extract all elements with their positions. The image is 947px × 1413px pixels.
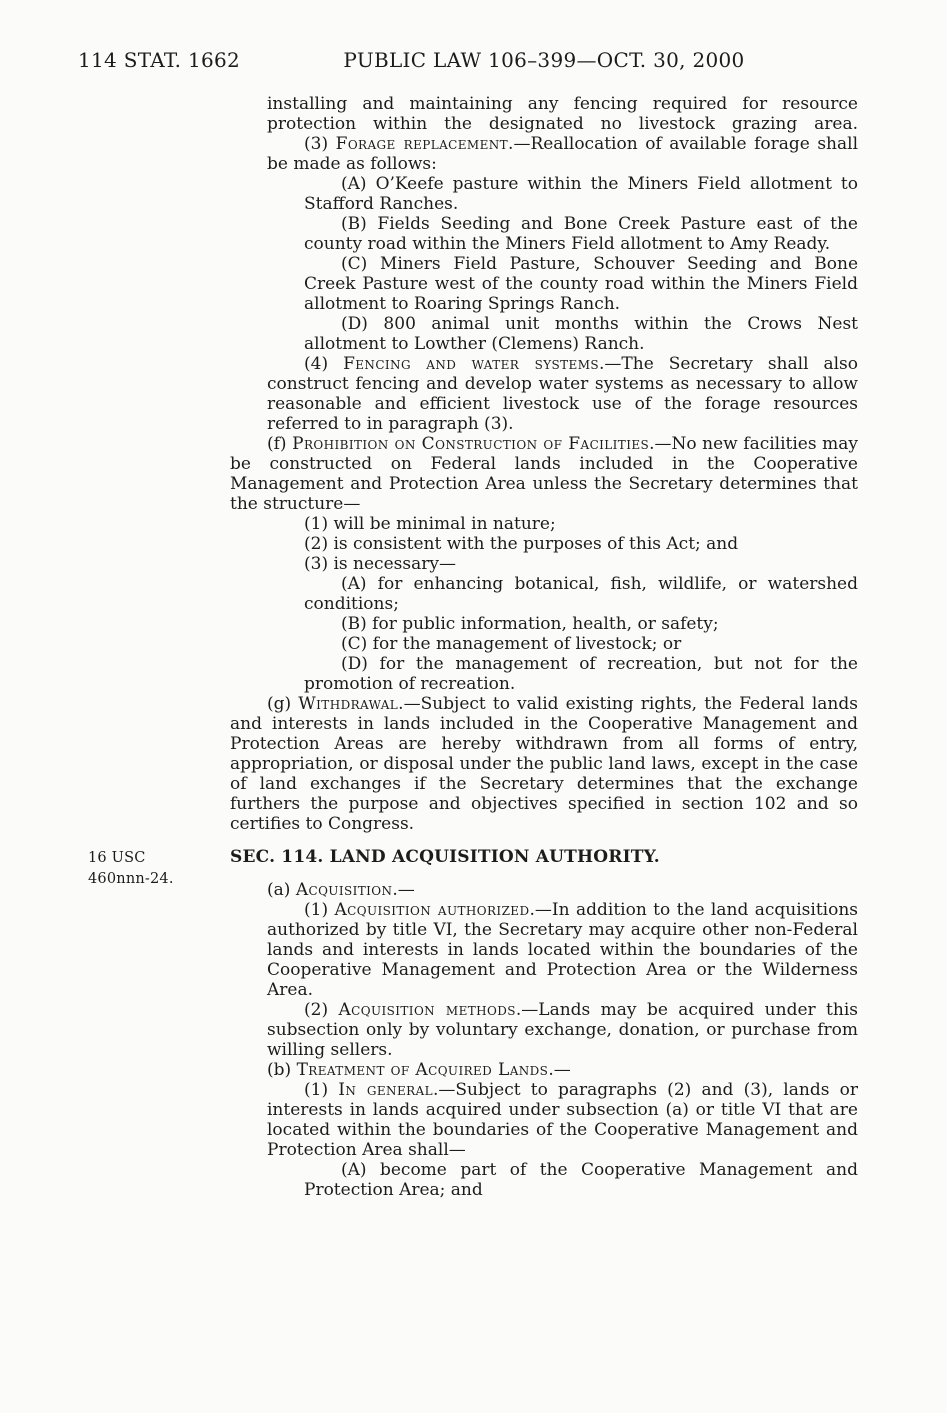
- margin-note-line: 460nnn-24.: [88, 871, 174, 887]
- small-caps-run: Prohibition on Construction of Facilities: [292, 434, 650, 454]
- text-run: (4): [304, 354, 344, 374]
- statute-paragraph: [230, 214, 858, 254]
- statute-paragraph: [230, 254, 858, 314]
- statute-paragraph: [230, 134, 858, 174]
- text-run: (3): [304, 134, 336, 154]
- statute-paragraph: [230, 900, 858, 1000]
- text-run: (C) for the management of livestock; or: [341, 634, 682, 654]
- text-run: .—In addition to the land acquisitions authorized by title VI, the Secretary may acquire other non-Federal lands and interests in lands located within the boundaries of the Cooperative Management and Protection Area or the Wilderness Area.: [267, 900, 859, 1000]
- text-run: .—Subject to valid existing rights, the Federal lands and interests in lands included in the Cooperative Management and Protection Areas are hereby withdrawn from all forms of entry, appropriation, or disposal under the public land laws, except in the case of land exchanges if the Secretary determines that the exchange furthers the purpose and objectives specified in section 102 and so certifies to Congress.: [230, 694, 858, 834]
- statute-paragraph: [230, 574, 858, 614]
- small-caps-run: Forage replacement: [335, 134, 509, 154]
- statute-paragraph: [230, 354, 858, 434]
- text-run: (2) is consistent with the purposes of this Act; and: [304, 534, 739, 554]
- small-caps-run: Withdrawal: [298, 694, 399, 714]
- text-run: (A) become part of the Cooperative Management and Protection Area; and: [304, 1160, 858, 1200]
- statute-paragraph: [230, 1160, 858, 1200]
- text-run: (B) Fields Seeding and Bone Creek Pasture east of the county road within the Miners Field allotment to Amy Ready.: [304, 214, 858, 254]
- statute-paragraph: [230, 94, 858, 134]
- text-run: (b): [267, 1060, 297, 1080]
- text-run: (D) 800 animal unit months within the Crows Nest allotment to Lowther (Clemens) Ranch.: [304, 314, 858, 354]
- text-run: .—Subject to paragraphs (2) and (3), lands or interests in lands acquired under subsection (a) or title VI that are located within the boundaries of the Cooperative Management and Protection Area shall—: [267, 1080, 858, 1160]
- text-run: .—No new facilities may be constructed on Federal lands included in the Cooperative Management and Protection Area unless the Secretary determines that the structure—: [230, 434, 858, 514]
- statute-paragraph: [230, 314, 858, 354]
- statute-paragraph: [230, 514, 858, 534]
- statute-paragraph: [230, 1000, 858, 1060]
- running-head-law-title: PUBLIC LAW 106–399—OCT. 30, 2000: [343, 48, 745, 72]
- small-caps-run: In general: [338, 1080, 433, 1100]
- statute-paragraph: [230, 174, 858, 214]
- text-run: (g): [267, 694, 299, 714]
- statute-paragraph: [230, 534, 858, 554]
- text-run: (B) for public information, health, or safety;: [341, 614, 719, 634]
- text-run: .—: [392, 880, 415, 900]
- statute-paragraph: [230, 614, 858, 634]
- statute-paragraph: [230, 694, 858, 834]
- margin-note-line: 16 USC: [88, 850, 146, 866]
- text-run: SEC. 114. LAND ACQUISITION AUTHORITY.: [230, 847, 660, 867]
- statute-paragraph: [230, 1060, 858, 1080]
- small-caps-run: Treatment of Acquired Lands: [296, 1060, 549, 1080]
- statute-paragraph: [230, 634, 858, 654]
- text-run: (C) Miners Field Pasture, Schouver Seeding and Bone Creek Pasture west of the county road within the Miners Field allotment to Roaring Springs Ranch.: [304, 254, 858, 314]
- text-run: (f): [267, 434, 293, 454]
- text-run: (3) is necessary—: [304, 554, 456, 574]
- text-run: .—: [548, 1060, 571, 1080]
- text-run: installing and maintaining any fencing required for resource protection within the designated no livestock grazing area.: [267, 94, 858, 134]
- statute-paragraph: [230, 1080, 858, 1160]
- text-run: (1): [304, 900, 335, 920]
- text-run: (1) will be minimal in nature;: [304, 514, 556, 534]
- text-run: .—Lands may be acquired under this subsection only by voluntary exchange, donation, or purchase from willing sellers.: [267, 1000, 858, 1060]
- small-caps-run: Acquisition methods: [338, 1000, 516, 1020]
- small-caps-run: Acquisition authorized: [334, 900, 530, 920]
- statute-paragraph: [230, 554, 858, 574]
- small-caps-run: Acquisition: [295, 880, 393, 900]
- running-head-page-number: 114 STAT. 1662: [78, 48, 241, 72]
- small-caps-run: Fencing and water systems: [343, 354, 600, 374]
- statute-paragraph: [230, 434, 858, 514]
- text-run: (D) for the management of recreation, but not for the promotion of recreation.: [304, 654, 858, 694]
- statute-paragraph: [230, 880, 858, 900]
- text-run: .—The Secretary shall also construct fencing and develop water systems as necessary to allow reasonable and efficient livestock use of the forage resources referred to in paragraph (3).: [267, 354, 859, 434]
- text-run: (2): [304, 1000, 339, 1020]
- uscode-margin-note: [88, 848, 220, 890]
- text-run: (A) for enhancing botanical, fish, wildlife, or watershed conditions;: [304, 574, 858, 614]
- text-run: (A) O’Keefe pasture within the Miners Field allotment to Stafford Ranches.: [304, 174, 858, 214]
- text-run: .—Reallocation of available forage shall be made as follows:: [267, 134, 859, 174]
- statute-paragraph: [230, 654, 858, 694]
- text-run: (1): [304, 1080, 339, 1100]
- section-heading: [88, 847, 858, 887]
- text-run: (a): [267, 880, 296, 900]
- statute-text-column: [88, 94, 859, 1200]
